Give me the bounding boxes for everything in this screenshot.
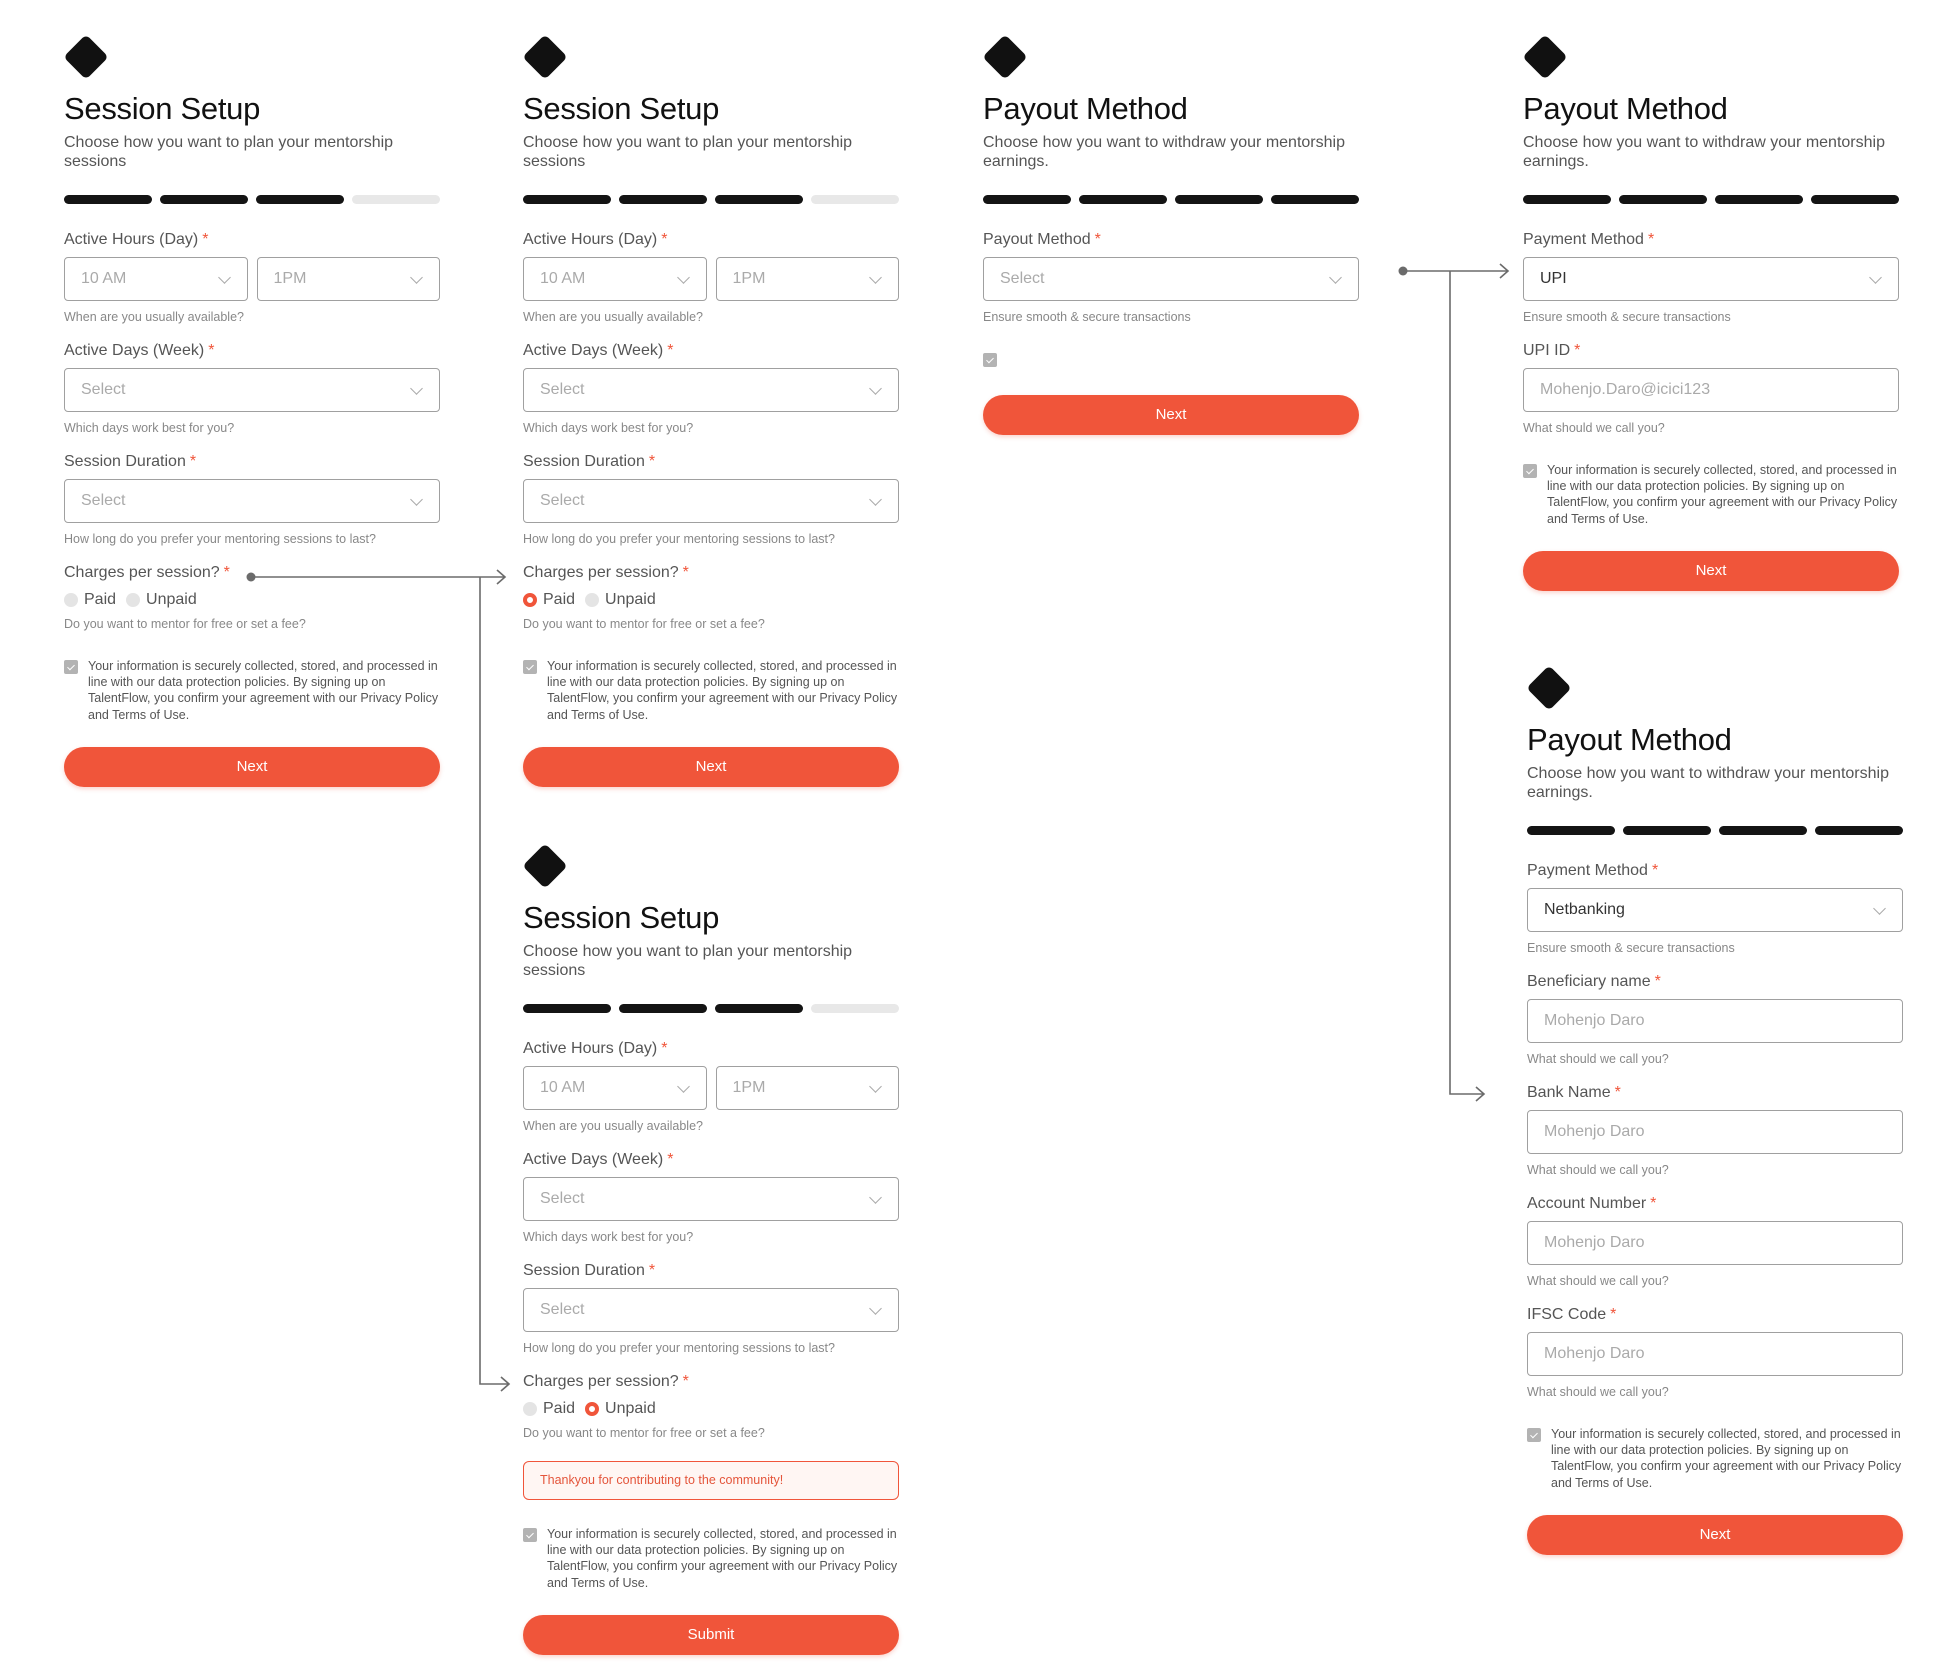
consent-row [1523,462,1899,527]
chevron-down-icon [869,1302,882,1315]
page-title: Session Setup [523,91,720,126]
progress-step-1 [1523,195,1611,204]
submit-button[interactable]: Submit [523,1615,899,1655]
radio-unpaid[interactable] [585,590,656,610]
helper-text: Do you want to mentor for free or set a fee? [523,617,765,631]
end-time-select[interactable] [257,257,441,301]
start-time-value: 10 AM [540,270,586,287]
page-subtitle: Choose how you want to plan your mentorship sessions [64,134,394,170]
radio-circle-icon [585,1402,599,1416]
end-time-value: 1PM [732,270,766,287]
chevron-down-icon [677,271,690,284]
field-label [983,230,1359,250]
logo-diamond-icon [1527,666,1571,710]
page-subtitle: Choose how you want to withdraw your mentorship earnings. [983,134,1345,170]
select-dropdown[interactable] [523,1288,899,1332]
field-label [64,230,440,250]
helper-text: Ensure smooth & secure transactions [1523,310,1731,324]
field-label [64,341,440,361]
field-label [64,563,440,583]
connector-unpaid-arrow [480,577,509,1391]
radio-label: Unpaid [146,591,197,608]
required-asterisk: * [667,342,674,359]
helper-text: What should we call you? [1527,1052,1669,1066]
field-label-text: Active Hours (Day) [523,231,658,248]
radio-label: Unpaid [605,1400,656,1417]
field-beneficiary-name [1527,972,1903,1067]
time-range [523,250,899,301]
field-payout-method [983,230,1359,325]
field-label-text: Account Number [1527,1195,1647,1212]
field-label [523,1039,899,1059]
helper-text: Do you want to mentor for free or set a fee? [523,1426,765,1440]
required-asterisk: * [1574,342,1581,359]
select-value: Select [81,492,126,509]
field-label [1527,1305,1903,1325]
required-asterisk: * [667,1151,674,1168]
progress-step-2 [160,195,248,204]
field-label [1523,230,1899,250]
field-label [1527,972,1903,992]
progress-step-1 [983,195,1071,204]
select-dropdown[interactable] [64,368,440,412]
input-placeholder: Mohenjo Daro [1544,1123,1645,1140]
helper-text: Ensure smooth & secure transactions [983,310,1191,324]
progress-step-4 [1815,826,1903,835]
field-payment-method [1523,230,1899,325]
select-dropdown[interactable] [64,479,440,523]
chevron-down-icon [677,1080,690,1093]
progress-step-4 [811,1004,899,1013]
consent-checkbox[interactable] [1523,464,1537,478]
consent-checkbox[interactable] [523,660,537,674]
field-charges-per-session [64,563,440,632]
radio-group [523,590,899,610]
field-label-text: Payment Method [1523,231,1644,248]
field-label-text: Beneficiary name [1527,973,1651,990]
field-ifsc-code [1527,1305,1903,1400]
progress-step-3 [715,1004,803,1013]
page-subtitle: Choose how you want to plan your mentorship sessions [523,943,853,979]
end-time-select[interactable] [716,257,900,301]
consent-checkbox[interactable] [983,353,997,367]
field-active-days-week [523,341,899,436]
field-label [523,452,899,472]
next-button[interactable]: Next [64,747,440,787]
field-label-text: Payout Method [983,231,1091,248]
progress-step-2 [619,195,707,204]
form-card-payout-method-empty [983,35,1359,435]
progress-step-2 [619,1004,707,1013]
field-label [1527,1083,1903,1103]
field-label-text: Session Duration [64,453,186,470]
consent-row [1527,1426,1903,1491]
chevron-down-icon [869,493,882,506]
field-label-text: Session Duration [523,1262,645,1279]
field-label-text: Charges per session? [523,1373,679,1390]
select-value: UPI [1540,270,1567,287]
field-label-text: Active Hours (Day) [523,1040,658,1057]
field-active-days-week [64,341,440,436]
field-label [523,230,899,250]
field-label [64,452,440,472]
helper-text: What should we call you? [1523,421,1665,435]
start-time-value: 10 AM [540,1079,586,1096]
form-card-payout-method-upi [1523,35,1899,591]
page-title: Session Setup [523,900,720,935]
required-asterisk: * [189,453,197,470]
chevron-down-icon [1329,271,1342,284]
field-label [523,1372,899,1392]
end-time-value: 1PM [273,270,307,287]
field-label-text: Session Duration [523,453,645,470]
required-asterisk: * [648,1262,656,1279]
field-session-duration [64,452,440,547]
helper-text: What should we call you? [1527,1163,1669,1177]
progress-step-3 [256,195,344,204]
required-asterisk: * [661,231,668,248]
connector-upi-arrow [1403,264,1508,278]
field-label-text: Payment Method [1527,862,1648,879]
form-card-session-setup-unpaid [523,844,899,1655]
helper-text: When are you usually available? [64,310,244,324]
required-asterisk: * [223,564,230,581]
required-asterisk: * [661,1040,668,1057]
helper-text: What should we call you? [1527,1274,1669,1288]
select-value: Select [540,1301,585,1318]
field-session-duration [523,452,899,547]
logo-diamond-icon [523,35,567,79]
radio-group [64,590,440,610]
select-dropdown[interactable] [523,368,899,412]
consent-row [523,658,899,723]
progress-step-3 [1719,826,1807,835]
chevron-down-icon [218,271,231,284]
select-dropdown[interactable] [1527,888,1903,932]
page-title: Payout Method [1523,91,1728,126]
input-placeholder: Mohenjo Daro [1544,1234,1645,1251]
progress-step-4 [1811,195,1899,204]
field-active-hours-day [64,230,440,325]
consent-row [64,658,440,723]
logo-diamond-icon [983,35,1027,79]
select-value: Select [540,492,585,509]
progress-step-2 [1619,195,1707,204]
field-label [523,341,899,361]
required-asterisk: * [1650,1195,1657,1212]
field-account-number [1527,1194,1903,1289]
consent-text: Your information is securely collected, stored, and processed in line with our data protection policies. By signing up on TalentFlow, you confirm your agreement with our Privacy Policy and Terms of Use. [547,659,898,722]
helper-text: Which days work best for you? [523,1230,694,1244]
field-label-text: Active Days (Week) [64,342,205,359]
field-charges-per-session [523,563,899,632]
consent-row [983,351,1359,367]
end-time-value: 1PM [732,1079,766,1096]
input-placeholder: Mohenjo Daro [1544,1345,1645,1362]
text-input[interactable] [1527,1332,1903,1376]
required-asterisk: * [1610,1306,1617,1323]
text-input[interactable] [1523,368,1899,412]
connector-start-dot [1399,267,1408,276]
consent-checkbox[interactable] [523,1528,537,1542]
start-time-select[interactable] [523,1066,707,1110]
radio-circle-icon [126,593,140,607]
progress-step-4 [352,195,440,204]
time-range [64,250,440,301]
text-input[interactable] [1527,1221,1903,1265]
end-time-select[interactable] [716,1066,900,1110]
progress-steps [1523,195,1899,204]
input-placeholder: Mohenjo Daro [1544,1012,1645,1029]
chevron-down-icon [410,382,423,395]
logo-diamond-icon [523,844,567,888]
required-asterisk: * [202,231,209,248]
text-input[interactable] [1527,1110,1903,1154]
required-asterisk: * [1614,1084,1621,1101]
field-label [1527,1194,1903,1214]
field-label [523,1150,899,1170]
progress-step-2 [1623,826,1711,835]
field-bank-name [1527,1083,1903,1178]
form-card-session-setup-paid [523,35,899,787]
field-label-text: Active Days (Week) [523,342,664,359]
start-time-value: 10 AM [81,270,127,287]
field-label [523,1261,899,1281]
progress-step-1 [523,195,611,204]
radio-label: Paid [84,591,117,608]
consent-text: Your information is securely collected, stored, and processed in line with our data protection policies. By signing up on TalentFlow, you confirm your agreement with our Privacy Policy and Terms of Use. [547,1527,898,1590]
start-time-select[interactable] [64,257,248,301]
form-card-payout-method-netbanking [1527,666,1903,1555]
required-asterisk: * [1651,862,1659,879]
required-asterisk: * [682,564,689,581]
progress-step-1 [1527,826,1615,835]
radio-label: Paid [543,1400,576,1417]
helper-text: Ensure smooth & secure transactions [1527,941,1735,955]
thankyou-notice: Thankyou for contributing to the community! [523,1461,899,1500]
next-button[interactable]: Next [523,747,899,787]
select-value: Netbanking [1544,901,1625,918]
progress-step-3 [1715,195,1803,204]
select-dropdown[interactable] [523,1177,899,1221]
start-time-select[interactable] [523,257,707,301]
next-button[interactable]: Next [983,395,1359,435]
required-asterisk: * [208,342,215,359]
select-dropdown[interactable] [983,257,1359,301]
progress-steps [523,195,899,204]
field-session-duration [523,1261,899,1356]
helper-text: Which days work best for you? [523,421,694,435]
chevron-down-icon [869,1080,882,1093]
helper-text: How long do you prefer your mentoring sessions to last? [523,532,835,546]
page-subtitle: Choose how you want to plan your mentorship sessions [523,134,853,170]
required-asterisk: * [648,453,656,470]
required-asterisk: * [1654,973,1661,990]
progress-steps [983,195,1359,204]
next-button[interactable]: Next [1527,1515,1903,1555]
chevron-down-icon [1869,271,1882,284]
field-payment-method [1527,861,1903,956]
field-active-hours-day [523,1039,899,1134]
radio-label: Paid [543,591,576,608]
progress-step-4 [1271,195,1359,204]
consent-text: Your information is securely collected, stored, and processed in line with our data protection policies. By signing up on TalentFlow, you confirm your agreement with our Privacy Policy and Terms of Use. [1547,463,1898,526]
connector-netbanking-arrow [1450,271,1484,1101]
progress-step-4 [811,195,899,204]
consent-text: Your information is securely collected, stored, and processed in line with our data protection policies. By signing up on TalentFlow, you confirm your agreement with our Privacy Policy and Terms of Use. [1551,1427,1902,1490]
form-card-session-setup-default [64,35,440,787]
select-value: Select [81,381,126,398]
select-value: Select [1000,270,1045,287]
page-title: Payout Method [1527,722,1732,757]
radio-paid[interactable] [523,590,575,610]
radio-group [523,1399,899,1419]
helper-text: How long do you prefer your mentoring sessions to last? [523,1341,835,1355]
next-button[interactable]: Next [1523,551,1899,591]
radio-circle-icon [523,1402,537,1416]
helper-text: What should we call you? [1527,1385,1669,1399]
consent-text: Your information is securely collected, stored, and processed in line with our data protection policies. By signing up on TalentFlow, you confirm your agreement with our Privacy Policy and Terms of Use. [88,659,439,722]
helper-text: Do you want to mentor for free or set a fee? [64,617,306,631]
page-title: Session Setup [64,91,261,126]
radio-unpaid[interactable] [585,1399,656,1419]
field-upi-id [1523,341,1899,436]
progress-steps [64,195,440,204]
required-asterisk: * [1647,231,1655,248]
field-label-text: IFSC Code [1527,1306,1607,1323]
field-label [1523,341,1899,361]
text-input[interactable] [1527,999,1903,1043]
helper-text: When are you usually available? [523,1119,703,1133]
field-label-text: Active Days (Week) [523,1151,664,1168]
consent-checkbox[interactable] [64,660,78,674]
chevron-down-icon [869,1191,882,1204]
field-label [523,563,899,583]
required-asterisk: * [682,1373,689,1390]
field-label-text: Active Hours (Day) [64,231,199,248]
helper-text: When are you usually available? [523,310,703,324]
required-asterisk: * [1094,231,1101,248]
field-label-text: Charges per session? [64,564,220,581]
field-label-text: Charges per session? [523,564,679,581]
chevron-down-icon [1873,902,1886,915]
field-label [1527,861,1903,881]
field-active-days-week [523,1150,899,1245]
progress-step-1 [64,195,152,204]
page-subtitle: Choose how you want to withdraw your mentorship earnings. [1527,765,1889,801]
radio-label: Unpaid [605,591,656,608]
radio-circle-icon [523,593,537,607]
radio-circle-icon [585,593,599,607]
field-charges-per-session [523,1372,899,1441]
logo-diamond-icon [1523,35,1567,79]
helper-text: How long do you prefer your mentoring sessions to last? [64,532,376,546]
select-value: Select [540,1190,585,1207]
chevron-down-icon [869,382,882,395]
progress-steps [1527,826,1903,835]
chevron-down-icon [410,271,423,284]
select-value: Select [540,381,585,398]
field-label-text: Bank Name [1527,1084,1611,1101]
radio-paid[interactable] [523,1399,575,1419]
progress-step-3 [715,195,803,204]
field-label-text: UPI ID [1523,342,1571,359]
progress-steps [523,1004,899,1013]
consent-checkbox[interactable] [1527,1428,1541,1442]
time-range [523,1059,899,1110]
page-subtitle: Choose how you want to withdraw your mentorship earnings. [1523,134,1885,170]
select-dropdown[interactable] [1523,257,1899,301]
input-placeholder: Mohenjo.Daro@icici123 [1540,381,1711,398]
progress-step-3 [1175,195,1263,204]
progress-step-1 [523,1004,611,1013]
field-active-hours-day [523,230,899,325]
helper-text: Which days work best for you? [64,421,235,435]
chevron-down-icon [869,271,882,284]
progress-step-2 [1079,195,1167,204]
radio-unpaid[interactable] [126,590,197,610]
consent-row [523,1526,899,1591]
page-title: Payout Method [983,91,1188,126]
chevron-down-icon [410,493,423,506]
radio-paid[interactable] [64,590,116,610]
radio-circle-icon [64,593,78,607]
logo-diamond-icon [64,35,108,79]
select-dropdown[interactable] [523,479,899,523]
